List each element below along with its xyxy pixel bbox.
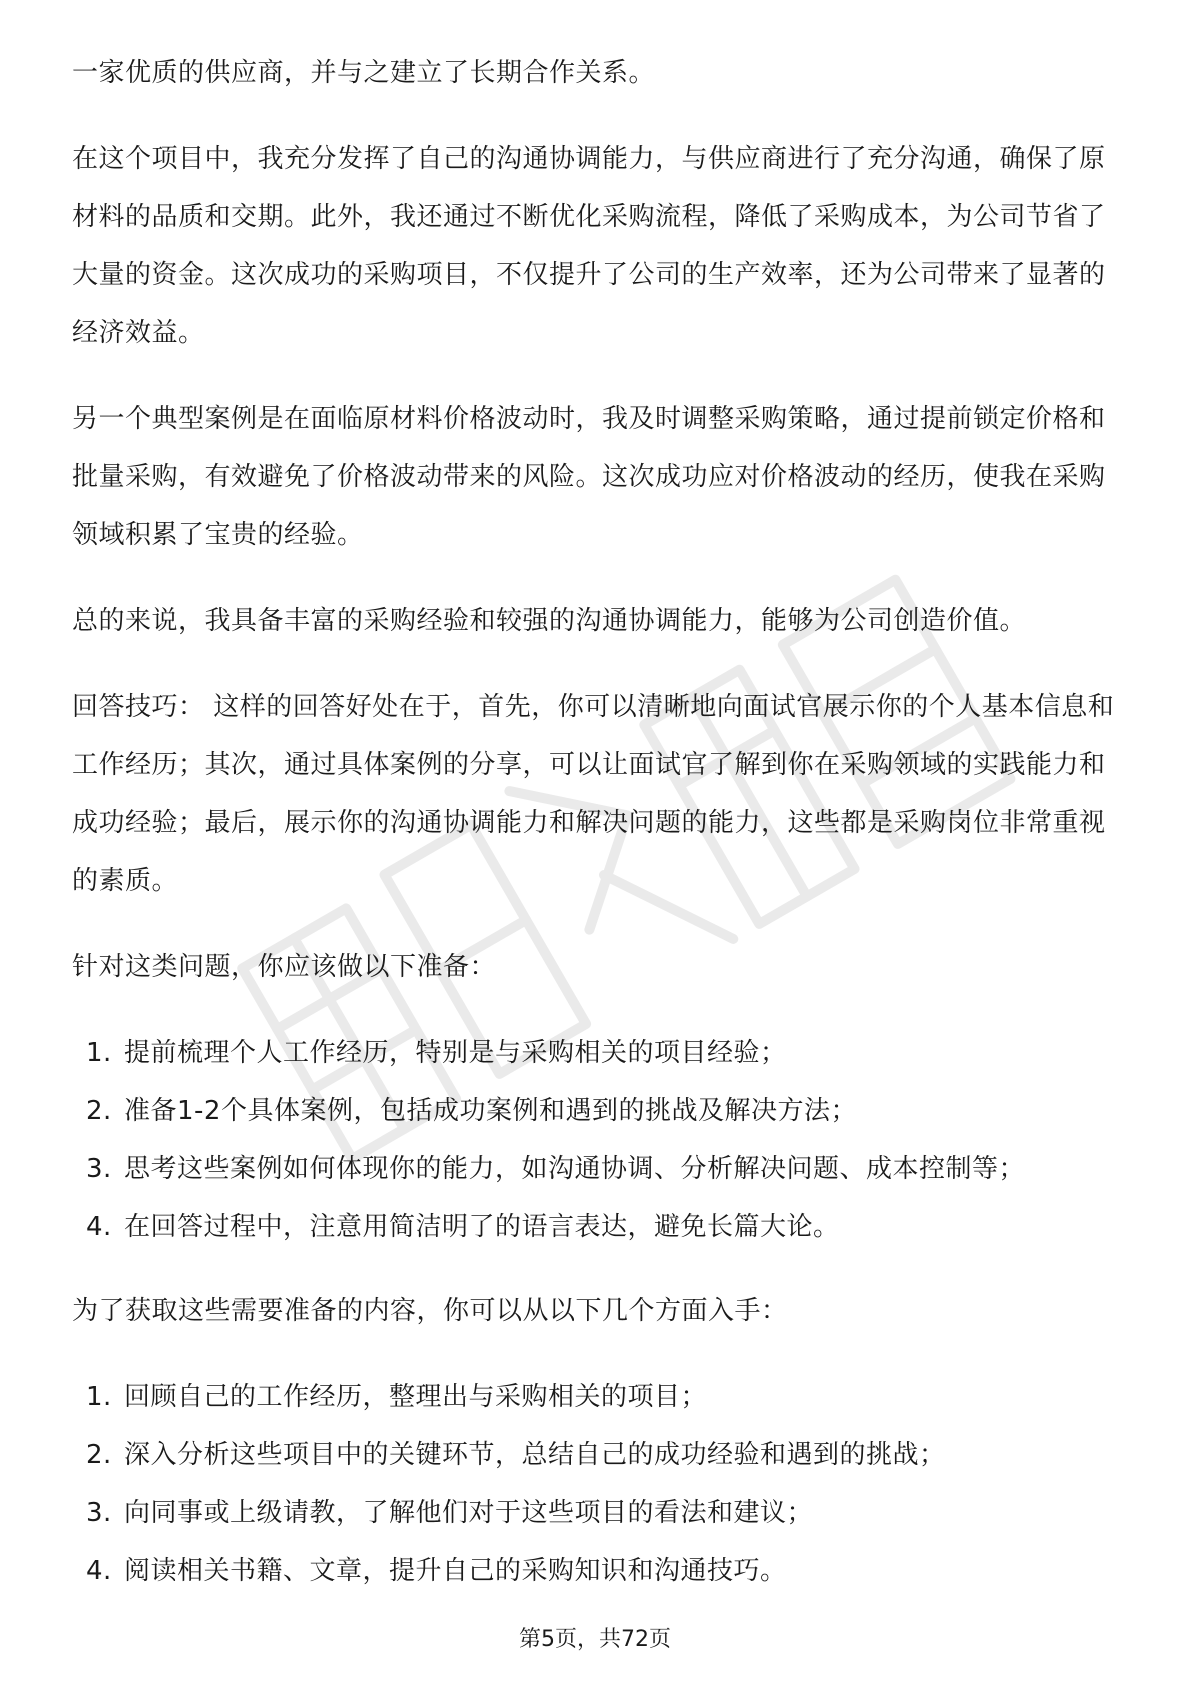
list-item (86, 1024, 1122, 1082)
list-item-number: 1. (86, 1382, 112, 1412)
paragraph-price-case: 另一个典型案例是在面临原材料价格波动时，我及时调整采购策略，通过提前锁定价格和批量采购，有效避免了价格波动带来的风险。这次成功应对价格波动的经历，使我在采购领域积累了宝贵的经验。 (72, 404, 1106, 550)
list-item (86, 1484, 1122, 1542)
list-item-text: 思考这些案例如何体现你的能力，如沟通协调、分析解决问题、成本控制等； (124, 1154, 1026, 1184)
paragraph-supplier: 一家优质的供应商，并与之建立了长期合作关系。 (72, 58, 656, 88)
list-item-number: 3. (86, 1154, 112, 1184)
paragraph-summary: 总的来说，我具备丰富的采购经验和较强的沟通协调能力，能够为公司创造价值。 (72, 606, 1027, 636)
list-item-number: 2. (86, 1096, 112, 1126)
list-item-text: 回顾自己的工作经历，整理出与采购相关的项目； (124, 1382, 708, 1412)
list-item (86, 1140, 1122, 1198)
list-item (86, 1426, 1122, 1484)
list-item-text: 提前梳理个人工作经历，特别是与采购相关的项目经验； (124, 1038, 787, 1068)
gather-intro: 为了获取这些需要准备的内容，你可以从以下几个方面入手： (72, 1296, 788, 1326)
document-body (72, 44, 1122, 1626)
list-item (86, 1542, 1122, 1600)
list-item-number: 3. (86, 1498, 112, 1528)
paragraph-project: 在这个项目中，我充分发挥了自己的沟通协调能力，与供应商进行了充分沟通，确保了原材料的品质和交期。此外，我还通过不断优化采购流程，降低了采购成本，为公司节省了大量的资金。这次成功的采购项目，不仅提升了公司的生产效率，还为公司带来了显著的经济效益。 (72, 144, 1106, 348)
list-item-number: 1. (86, 1038, 112, 1068)
list-item (86, 1368, 1122, 1426)
list-item-text: 在回答过程中，注意用简洁明了的语言表达，避免长篇大论。 (124, 1212, 840, 1242)
list-item-text: 准备1-2个具体案例，包括成功案例和遇到的挑战及解决方法； (124, 1096, 857, 1126)
list-item-text: 向同事或上级请教，了解他们对于这些项目的看法和建议； (124, 1498, 814, 1528)
list-item-text: 阅读相关书籍、文章，提升自己的采购知识和沟通技巧。 (124, 1556, 787, 1586)
list-item (86, 1082, 1122, 1140)
list-item-number: 4. (86, 1212, 112, 1242)
page-number-footer: 第5页，共72页 (519, 1627, 671, 1652)
prep-list (72, 1024, 1122, 1256)
list-item-text: 深入分析这些项目中的关键环节，总结自己的成功经验和遇到的挑战； (124, 1440, 946, 1470)
prep-intro: 针对这类问题，你应该做以下准备： (72, 952, 497, 982)
list-item-number: 2. (86, 1440, 112, 1470)
list-item-number: 4. (86, 1556, 112, 1586)
paragraph-answer-tips: 回答技巧： 这样的回答好处在于，首先，你可以清晰地向面试官展示你的个人基本信息和工作经历；其次，通过具体案例的分享，可以让面试官了解到你在采购领域的实践能力和成功经验；最后，展示你的沟通协调能力和解决问题的能力，这些都是采购岗位非常重视的素质。 (72, 692, 1115, 896)
list-item (86, 1198, 1122, 1256)
gather-list (72, 1368, 1122, 1600)
